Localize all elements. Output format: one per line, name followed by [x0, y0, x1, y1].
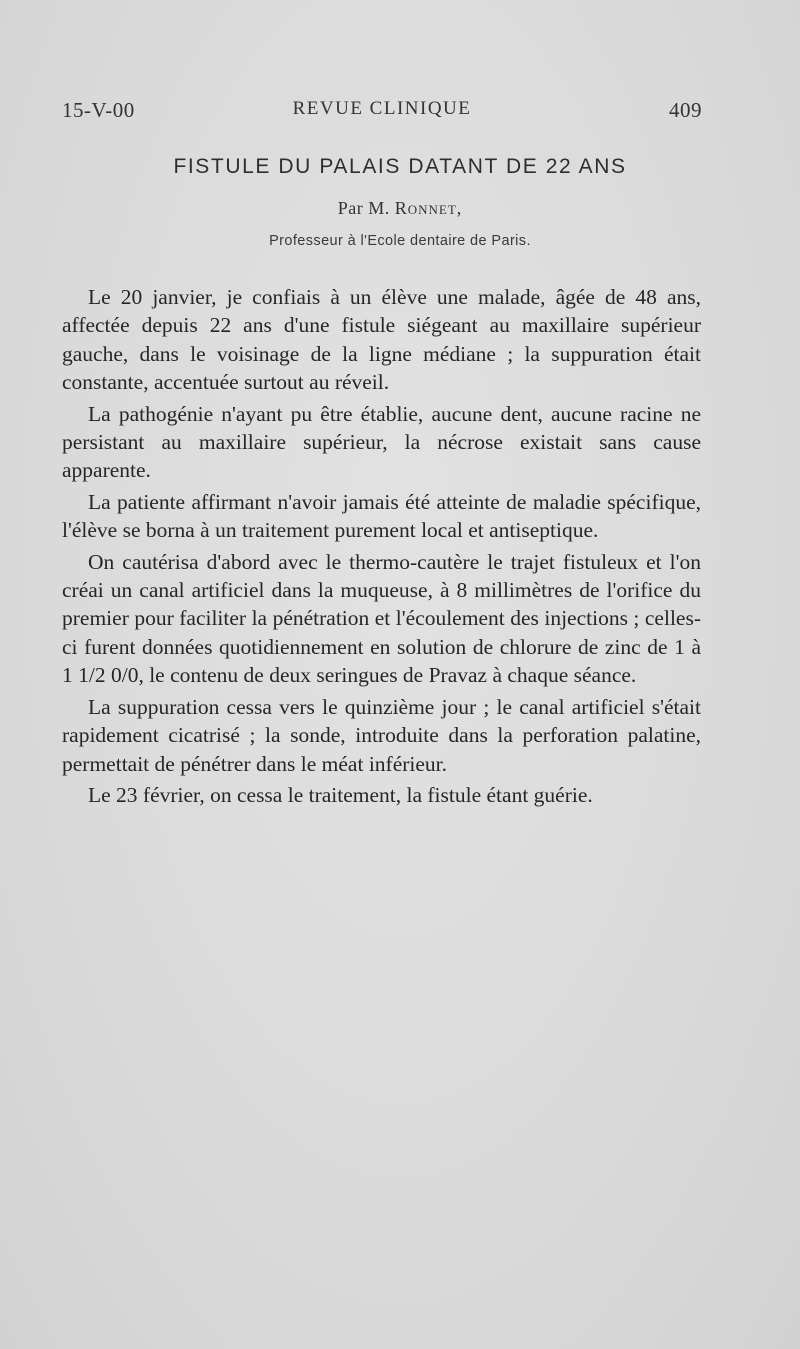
- paragraph: On cautérisa d'abord avec le thermo-cautère le trajet fistuleux et l'on créai un canal artificiel dans la muqueuse, à 8 millimètres de l'orifice du premier pour faciliter la pénétration et l'écoulement des injections ; celles-ci furent données quotidiennement en solution de chlorure de zinc de 1 à 1 1/2 0/0, le contenu de deux seringues de Pravaz à chaque séance.: [62, 549, 701, 688]
- paragraph: La patiente affirmant n'avoir jamais été atteinte de maladie spécifique, l'élève se borna à un traitement purement local et antiseptique.: [62, 489, 701, 543]
- journal-section: REVUE CLINIQUE: [292, 98, 472, 119]
- paragraph: Le 23 février, on cessa le traitement, la fistule étant guérie.: [88, 782, 593, 807]
- byline-prefix: Par M.: [337, 198, 395, 218]
- running-head: [62, 98, 702, 128]
- issue-date: 15-V-00: [62, 98, 135, 122]
- author-affiliation: Professeur à l'Ecole dentaire de Paris.: [269, 233, 531, 249]
- paragraph: Le 20 janvier, je confiais à un élève une malade, âgée de 48 ans, affectée depuis 22 ans d'une fistule siégeant au maxillaire supérieur gauche, dans le voisinage de la ligne médiane ; la suppuration était constante, accentuée surtout au réveil.: [62, 285, 701, 395]
- article-title: FISTULE DU PALAIS DATANT DE 22 ANS: [173, 155, 627, 178]
- page-number: 409: [669, 98, 702, 122]
- byline: [62, 198, 738, 219]
- paragraph: La pathogénie n'ayant pu être établie, aucune dent, aucune racine ne persistant au maxillaire supérieur, la nécrose existait sans cause apparente.: [62, 401, 701, 483]
- article-body: [62, 283, 701, 812]
- paragraph: La suppuration cessa vers le quinzième jour ; le canal artificiel s'était rapidement cicatrisé ; la sonde, introduite dans la perforation palatine, permettait de pénétrer dans le méat inférieur.: [62, 694, 701, 776]
- author-name: Ronnet,: [394, 198, 463, 218]
